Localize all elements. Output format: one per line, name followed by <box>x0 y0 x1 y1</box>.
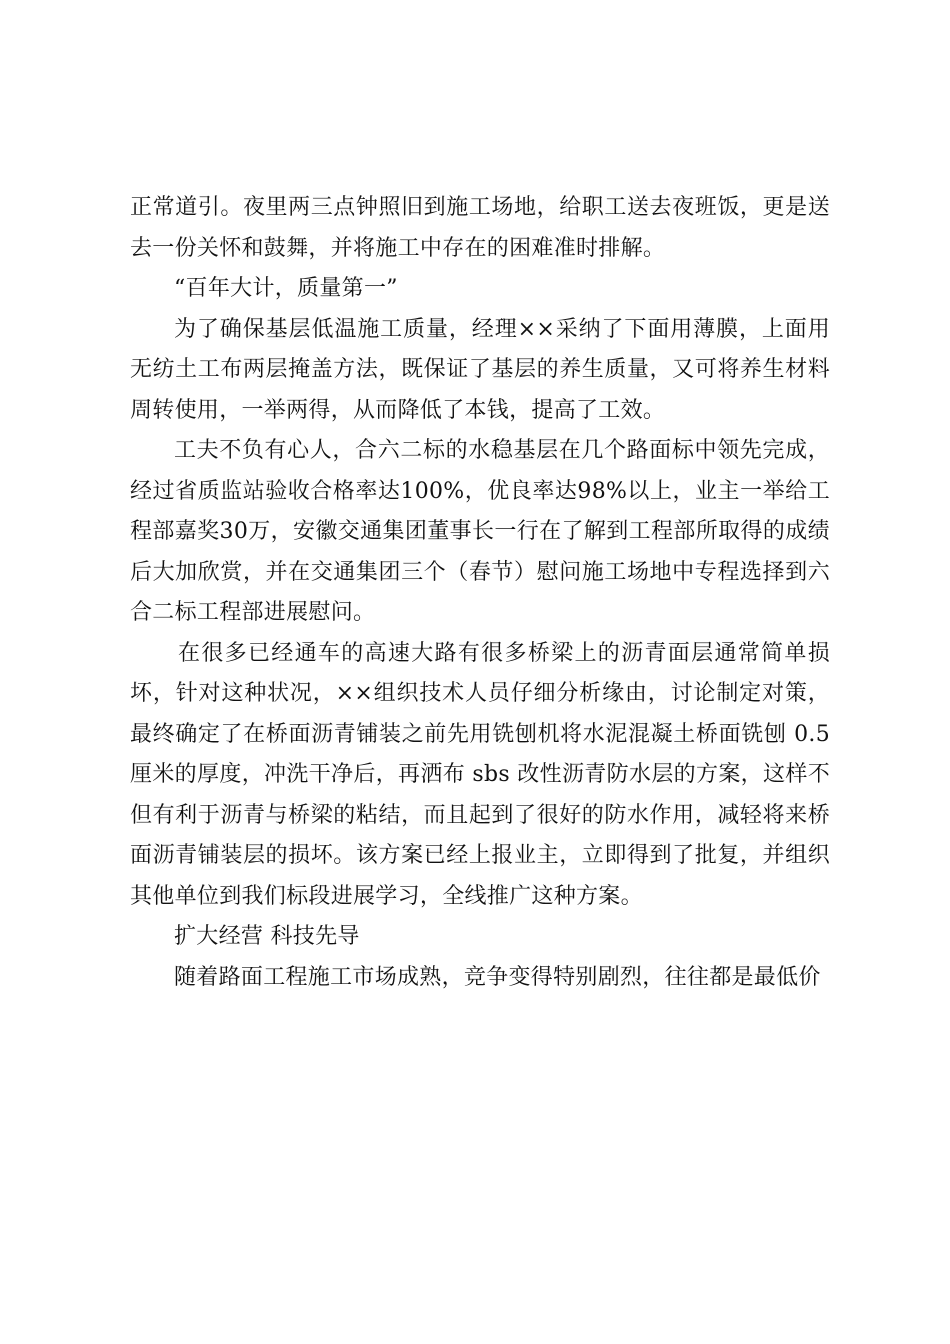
document-body <box>130 188 830 998</box>
paragraph-market: 随着路面工程施工市场成熟，竞争变得特别剧烈，往往都是最低价 <box>174 964 821 990</box>
paragraph-bridge-deck: 在很多已经通车的高速大路有很多桥梁上的沥青面层通常简单损坏，针对这种状况，××组织技术人员仔细分析缘由，讨论制定对策，最终确定了在桥面沥青铺装之前先用铣刨机将水泥混凝土桥面铣刨 0.5 厘米的厚度，冲洗干净后，再洒布 sbs 改性沥青防水层的方案，这样不但有利于沥青与桥梁的粘结，而且起到了很好的防水作用，减轻将来桥面沥青铺装层的损坏。该方案已经上报业主，立即得到了批复，并组织其他单位到我们标段进展学习，全线推广这种方案。 <box>130 640 830 909</box>
section-heading-quality: “百年大计，质量第一” <box>174 276 398 301</box>
section-heading-expand: 扩大经营 科技先导 <box>174 924 360 949</box>
paragraph-continuation: 正常道引。夜里两三点钟照旧到施工场地，给职工送去夜班饭，更是送去一份关怀和鼓舞，并将施工中存在的困难准时排解。 <box>130 195 830 261</box>
paragraph-achievement: 工夫不负有心人，合六二标的水稳基层在几个路面标中领先完成，经过省质监站验收合格率达100%，优良率达98%以上，业主一举给工程部嘉奖30万，安徽交通集团董事长一行在了解到工程部所取得的成绩后大加欣赏，并在交通集团三个（春节）慰问施工场地中专程选择到六合二标工程部进展慰问。 <box>130 438 830 625</box>
paragraph-curing-method: 为了确保基层低温施工质量，经理××采纳了下面用薄膜，上面用无纺土工布两层掩盖方法，既保证了基层的养生质量，又可将养生材料周转使用，一举两得，从而降低了本钱，提高了工效。 <box>130 316 830 423</box>
